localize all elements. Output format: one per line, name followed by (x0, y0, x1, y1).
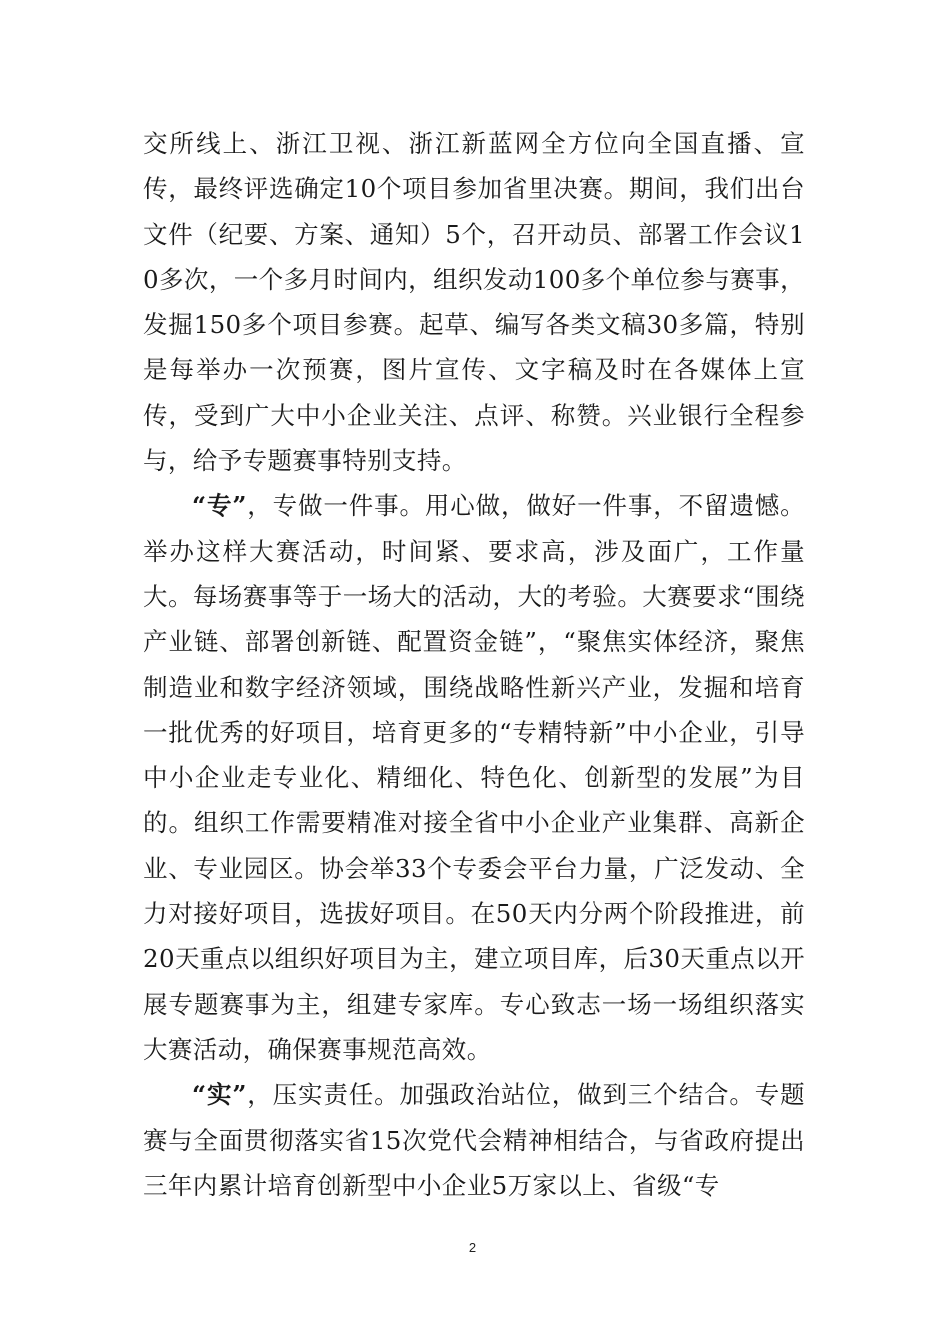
paragraph-text: ，压实责任。加强政治站位，做到三个结合。专题赛与全面贯彻落实省15次党代会精神相结合，与省政府提出三年内累计培育创新型中小企业5万家以上、省级“专 (143, 1080, 805, 1200)
page-number: 2 (468, 1240, 477, 1255)
paragraph-3 (143, 1072, 805, 1208)
paragraph-2 (143, 483, 805, 1072)
body-text (143, 121, 805, 1208)
paragraph-lead: “实” (192, 1080, 247, 1110)
paragraph-1 (143, 121, 805, 483)
paragraph-text: ，专做一件事。用心做，做好一件事，不留遗憾。举办这样大赛活动，时间紧、要求高，涉及面广，工作量大。每场赛事等于一场大的活动，大的考验。大赛要求“围绕产业链、部署创新链、配置资金链”，“聚焦实体经济，聚焦制造业和数字经济领域，围绕战略性新兴产业，发掘和培育一批优秀的好项目，培育更多的“专精特新”中小企业，引导中小企业走专业化、精细化、特色化、创新型的发展”为目的。组织工作需要精准对接全省中小企业产业集群、高新企业、专业园区。协会举33个专委会平台力量，广泛发动、全力对接好项目，选拔好项目。在50天内分两个阶段推进，前20天重点以组织好项目为主，建立项目库，后30天重点以开展专题赛事为主，组建专家库。专心致志一场一场组织落实大赛活动，确保赛事规范高效。 (143, 491, 805, 1064)
paragraph-lead: “专” (192, 491, 247, 521)
paragraph-text: 交所线上、浙江卫视、浙江新蓝网全方位向全国直播、宣传，最终评选确定10个项目参加省里决赛。期间，我们出台文件（纪要、方案、通知）5个，召开动员、部署工作会议10多次，一个多月时间内，组织发动100多个单位参与赛事，发掘150多个项目参赛。起草、编写各类文稿30多篇，特别是每举办一次预赛，图片宣传、文字稿及时在各媒体上宣传，受到广大中小企业关注、点评、称赞。兴业银行全程参与，给予专题赛事特别支持。 (143, 129, 805, 476)
